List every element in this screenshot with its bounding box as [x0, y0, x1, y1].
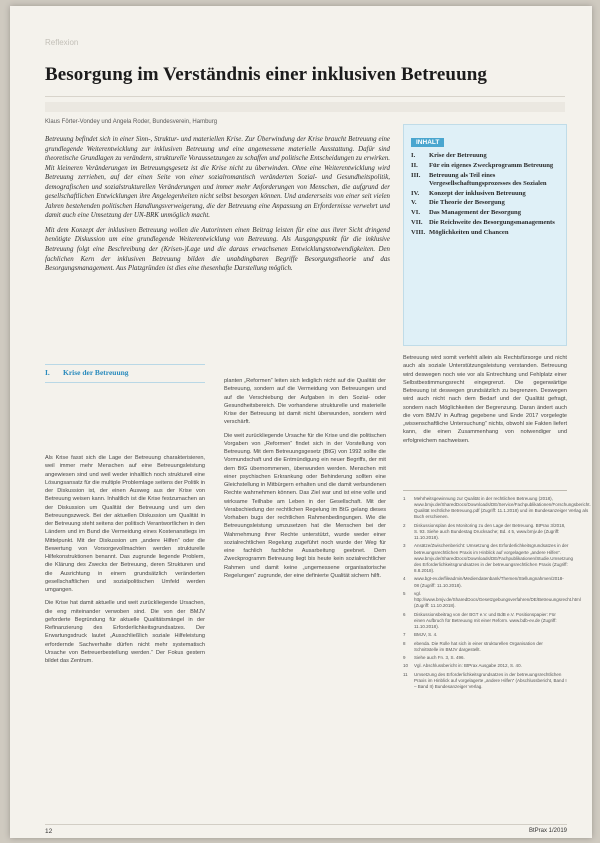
toc-item-number: I. — [411, 152, 416, 159]
footnote — [403, 612, 567, 630]
footnote-text: ebenda. Die Rolle hat sich in einer strukturellen Organisation der Schnittstelle im BMJV dargestellt. — [414, 640, 543, 652]
toc-item-number: VII. — [411, 219, 423, 227]
footnote — [403, 543, 573, 574]
footnote — [403, 523, 567, 541]
footnote-number: 3 — [403, 543, 406, 549]
footnote-text: Ansätze/Zwischenbericht: Umsetzung des Erforderlichkeitsgrundsatzes in der betreuungsrechtlichen Praxis im Hinblick auf vorgelagerte „andere Hilfen“. www.bmjv.de/SharedDocs/Downloads/DE/Fachpublikationen/Studie.Umsetzung des Erforderlichkeitsgrundsatzes in der betreuungsrechtlichen Praxis (Zugriff: 8.8.2018). — [414, 543, 573, 574]
footnote-number: 2 — [403, 522, 406, 528]
footnote-number: 6 — [403, 611, 406, 617]
footnote-number: 11 — [403, 671, 408, 677]
intro-paragraph: Mit dem Konzept der inklusiven Betreuung wollen die Autorinnen einen Beitrag leisten für eine aus ihrer Sicht dringend benötigte Diskussion um eine grundlegende Weiterentwicklung von Betreuung. Als Ausgangspunkt für die inklusive Betreuung folgt eine Beschreibung der (Krisen-)Lage und die daraus erwachsenen Entwicklungsnotwendigkeiten. Den fachlichen Kern der inklusiven Betreuung bilden die unabdingbaren Begriffe Besorgungstheorie und das Besorgungsmanagement. Aus Platzgründen ist dies eine thesenhafte Darstellung möglich. — [45, 226, 390, 273]
toc-item — [411, 219, 559, 227]
footnote-number: 4 — [403, 576, 406, 582]
footnote-text: BMJV, S. 4. — [414, 632, 438, 638]
toc-item-number: VI. — [411, 209, 420, 217]
section-rule — [45, 364, 205, 365]
toc-heading: INHALT — [411, 138, 444, 147]
section-title: Krise der Betreuung — [63, 368, 129, 377]
toc-item — [411, 190, 559, 198]
toc-item — [411, 229, 559, 237]
toc-item — [411, 152, 559, 160]
intro-paragraph: Betreuung befindet sich in einer Sinn-, Struktur- und materiellen Krise. Zur Überwindung der Krise braucht Betreuung eine grundlegende Weiterentwicklung zur inklusiven Betreuung und eine angemessene materielle Ausstattung. Dafür sind theoretische Grundlagen zu verändern, strukturelle Voraussetzungen zu schaffen und politische Entscheidungen zu erwirken. Mit kleineren Veränderungen im Betreuungsgesetz ist die Krise nicht zu überwinden. Ohne eine Weiterentwicklung wird Betreuung zerrieben, auf der einen Seite von einer sozialromantisch veränderten Sozial- und Gesundheitspolitik, demografischen und sozialstrukturellen Veränderungen und immer mehr Anforderungen von Menschen, die aufgrund der gesellschaftlichen Entwicklungen ihre Angelegenheiten nicht selbst besorgen können. Und andererseits von einer seit vielen Jahren bestehenden politischen Handlungsverweigerung, die der Betreuung eine Anpassung an Erfordernisse verwehrt und damit auch eine Umsetzung der UN-BRK unmöglich macht. — [45, 136, 390, 220]
document-page — [10, 6, 592, 838]
footnote-text: Siehe auch Fn. 3, S. 496. — [414, 655, 465, 661]
footnote-number: 5 — [403, 590, 406, 596]
toc-item-text: Betreuung als Teil eines Vergesellschaftungsprozesses des Sozialen — [429, 171, 547, 187]
body-column-3 — [403, 354, 567, 450]
body-paragraph: Als Krise fasst sich die Lage der Betreuung charakterisieren, weil immer mehr Menschen auf eine Betreuungsleistung angewiesen sind und weil weder inhaltlich noch strukturell eine Lösungsansatz für die multiple Problemlage seitens der Politik in der Diskussion ist, der einen Ausweg aus der Krise von Betreuung weisen kann. Inhaltlich ist die Krise festzumachen an der Diskussion um Qualität der Betreuung und um den Betreuungszweck. Bei der aktuellen Diskussion um Qualität in der Betreuung steht seitens der politisch Verantwortlichen in den Ländern und im Bund die Vermeidung eines Kostenanstiegs im Mittelpunkt. Mit der Diskussion um „andere Hilfen“ oder die Bewertung von Vorsorgevollmachten werden strukturelle Hilfekonstruktionen benannt. Das zugrunde liegende Problem, die Klärung des Zwecks der Betreuung, deren Strukturen und die Ausrichtung in einem grundsätzlich veränderten gesellschaftlichen und sozialpolitischen Umfeld werden umgangen. — [45, 455, 205, 593]
toc-item — [411, 199, 559, 207]
footnote — [403, 496, 591, 521]
toc-item-text: Das Management der Besorgung — [429, 209, 522, 217]
body-paragraph: Die weit zurückliegende Ursache für die Krise und die politischen Vorgaben von „Reformen“ findet sich in der Vorstellung von Betreuung. Mit dem Betreuungsgesetz (BtG) von 1992 sollte die Vormundschaft und die Entmündigung ein neuer Begriffs, der mit dem BtG übernommenen, überwunden werden. Menschen mit einer psychischen Erkrankung oder Behinderung sollten eine Gleichstellung in Mitbürgern erhalten und die damit verbundenen Rechte wahrnehmen können. Das Ziel war und ist eine volle und wirksame Teilhabe am Leben in der Gesellschaft. Mit der Verabschiedung der rechtlichen Regelung im BtG gelang dieses Vorhaben bugs der rechtlichen Rahmenbedingungen. Wie die Betreuungsleistung umzusetzen hat die Menschen bei der Wahrnehmung ihrer Rechte unterstützt, wurde weder einer sozialrechtlichen Regelung zugeführt noch wurde der Weg für eine fachlich fachliche Ausarbeitung geebnet. Dem Zweckprogramm Betreuung liegt bis heute kein sozialrechtlicher Rahmen und damit keine „ungemessene organisatorische Regelungen“ zugrunde, der eine definierte Qualität sichern hilft. — [224, 432, 386, 579]
body-paragraph: planten „Reformen“ leiten sich lediglich nicht auf die Qualität der Betreuung, sondern auf die Vermeidung von Betreuungen und auf die Verschiebung der Aufgaben in den Sozial- oder Gesundheitsbereich. Die vorhandene strukturelle und materielle Krise der Betreuung ist damit nicht überwunden, sondern wird verschärft. — [224, 378, 386, 426]
footnote-text: vgl. http://www.bmjv.de/SharedDocs/Gesetzgebungsverfahren/DE/Betreuungsrecht.html (Zugriff: 11.10.2018). — [414, 590, 581, 609]
footnote — [403, 576, 567, 588]
footnote-text: Mehrheitsgewinnung zur Qualität in der rechtlichen Betreuung (2018), www.bmjv.de/SharedDocs/Downloads/DE/Service/Fachpublikationen/Forschungsbericht. Qualität rechtliche Betreuung.pdf (Zugriff: 11.1.2018) und im Bundesanzeiger Verlag als Buch erschienen. — [414, 496, 591, 520]
body-column-1 — [45, 454, 205, 670]
toc-item-text: Konzept der inklusiven Betreuung — [429, 189, 526, 197]
section-heading — [45, 368, 205, 377]
footnote-text: Vgl. Abschlussbericht in: BtPrax Ausgabe 2012, S. 40. — [414, 663, 522, 669]
footnote — [403, 632, 567, 638]
footnote-number: 1 — [403, 496, 406, 501]
footnotes — [403, 496, 591, 692]
title-rule — [45, 96, 565, 97]
toc-item-text: Krise der Betreuung — [429, 152, 487, 159]
journal-citation: BtPrax 1/2019 — [528, 828, 567, 834]
toc-item — [411, 162, 559, 170]
toc-item-number: III. — [411, 171, 421, 179]
body-column-2 — [224, 377, 386, 585]
intro-abstract — [45, 135, 390, 279]
section-rule — [45, 382, 205, 383]
footnote-number: 9 — [403, 655, 406, 661]
footnote-number: 7 — [403, 632, 406, 638]
body-paragraph: Die Krise hat damit aktuelle und weit zurückliegende Ursachen, die eng miteinander verwoben sind. Die von der BMJV geforderte Begründung für aktuelle Qualitätsmängel in der Refinanzierung des Erforderlichkeitsgrundsatzes. Der Erwartungsdruck lautet „Ausschließlich soziale Hilfeleistung erfordernde Sachverhalte dürfen nicht mehr systematisch Ursache von Betreuerbestellung werden.“ Der Fokus gestern bildet das Zentrum. — [45, 600, 205, 664]
table-of-contents — [403, 124, 567, 346]
toc-item-text: Möglichkeiten und Chancen — [429, 228, 509, 236]
footnote-text: Diskussionsbeitrag von der BGT e.V. und BdB e.V. Positionspapier: Für einen Aufbruch für Betreuung mit einer Reform. www.bdb-ev.de (Zugriff: 11.10.2018). — [414, 611, 557, 629]
toc-item-text: Die Theorie der Besorgung — [429, 199, 505, 207]
body-paragraph: Betreuung wird somit verfehlt allein als Rechtsfürsorge und nicht auch als soziale Unterstützungsleistung verstanden. Betreuung wird deswegen noch wie vor als Entrechtung und Fehlplatz einer Selbstbestimmungsrecht eingegrenzt. Die gegenwärtige Betreuung ist deswegen grundsätzlich zu begrenzen. Deswegen wird auch nicht nach dem Bedarf und der Qualität gefragt, sondern nach Möglichkeiten der Begrenzung. Daran ändert auch die vom BMJV in Auftrag gegebene und Ende 2017 vorgelegte „wissenschaftliche Untersuchung“ nichts, obwohl sie Fakten liefert kann, die einen Zusammenhang von notwendiger und erfolgreichem nachweisen. — [403, 355, 567, 444]
footnote — [403, 672, 567, 690]
footnote-number: 10 — [403, 663, 409, 669]
footnote-number: 8 — [403, 640, 406, 646]
section-number: I. — [45, 368, 50, 377]
footnotes-rule — [403, 490, 567, 491]
footnote-text: Diskussionsplan des Monitoring zu den Lage der Betreuung. BtPrax 3/2018, S. 93. Siehe auch Bundestag Drucksache; Bd. 4 5, www.bmjv.de (Zugriff: 11.10.2018). — [414, 522, 566, 541]
page-title: Besorgung im Verständnis einer inklusiven Betreuung — [45, 64, 488, 85]
toc-item-text: Die Reichweite des Besorgungsmanagements — [429, 219, 555, 227]
toc-item — [411, 172, 559, 189]
toc-item-number: V. — [411, 199, 417, 207]
authors-line: Klaus Förter-Vondey und Angela Roder, Bundesverein, Hamburg — [45, 119, 218, 125]
footer-rule — [45, 824, 567, 825]
footnote — [403, 655, 567, 661]
title-band — [45, 102, 565, 112]
footnote — [403, 641, 567, 653]
footnote-text: www.bgt-ev.de/fileadmin/Mediendatenbank/Themen/Stellungnahmen/2018-08 (Zugriff: 11.10.2018). — [414, 576, 564, 588]
section-label: Reflexion — [45, 38, 79, 47]
page-number: 12 — [45, 828, 53, 835]
toc-item-number: II. — [411, 161, 418, 169]
toc-item-number: VIII. — [411, 228, 426, 236]
footnote — [403, 663, 567, 669]
toc-item — [411, 209, 559, 217]
footnote-text: Umsetzung des Erforderlichkeitsgrundsatzes in der betreuungsrechtlichen Praxis im Hinblick auf vorgelagerte „andere Hilfen“ (Abschlussbericht, Band I – Band II) Bundesanzeiger Verlag. — [414, 671, 567, 690]
toc-item-text: Für ein eigenes Zweckprogramm Betreuung — [429, 161, 554, 169]
toc-item-number: IV. — [411, 189, 420, 197]
footnote — [403, 590, 581, 609]
